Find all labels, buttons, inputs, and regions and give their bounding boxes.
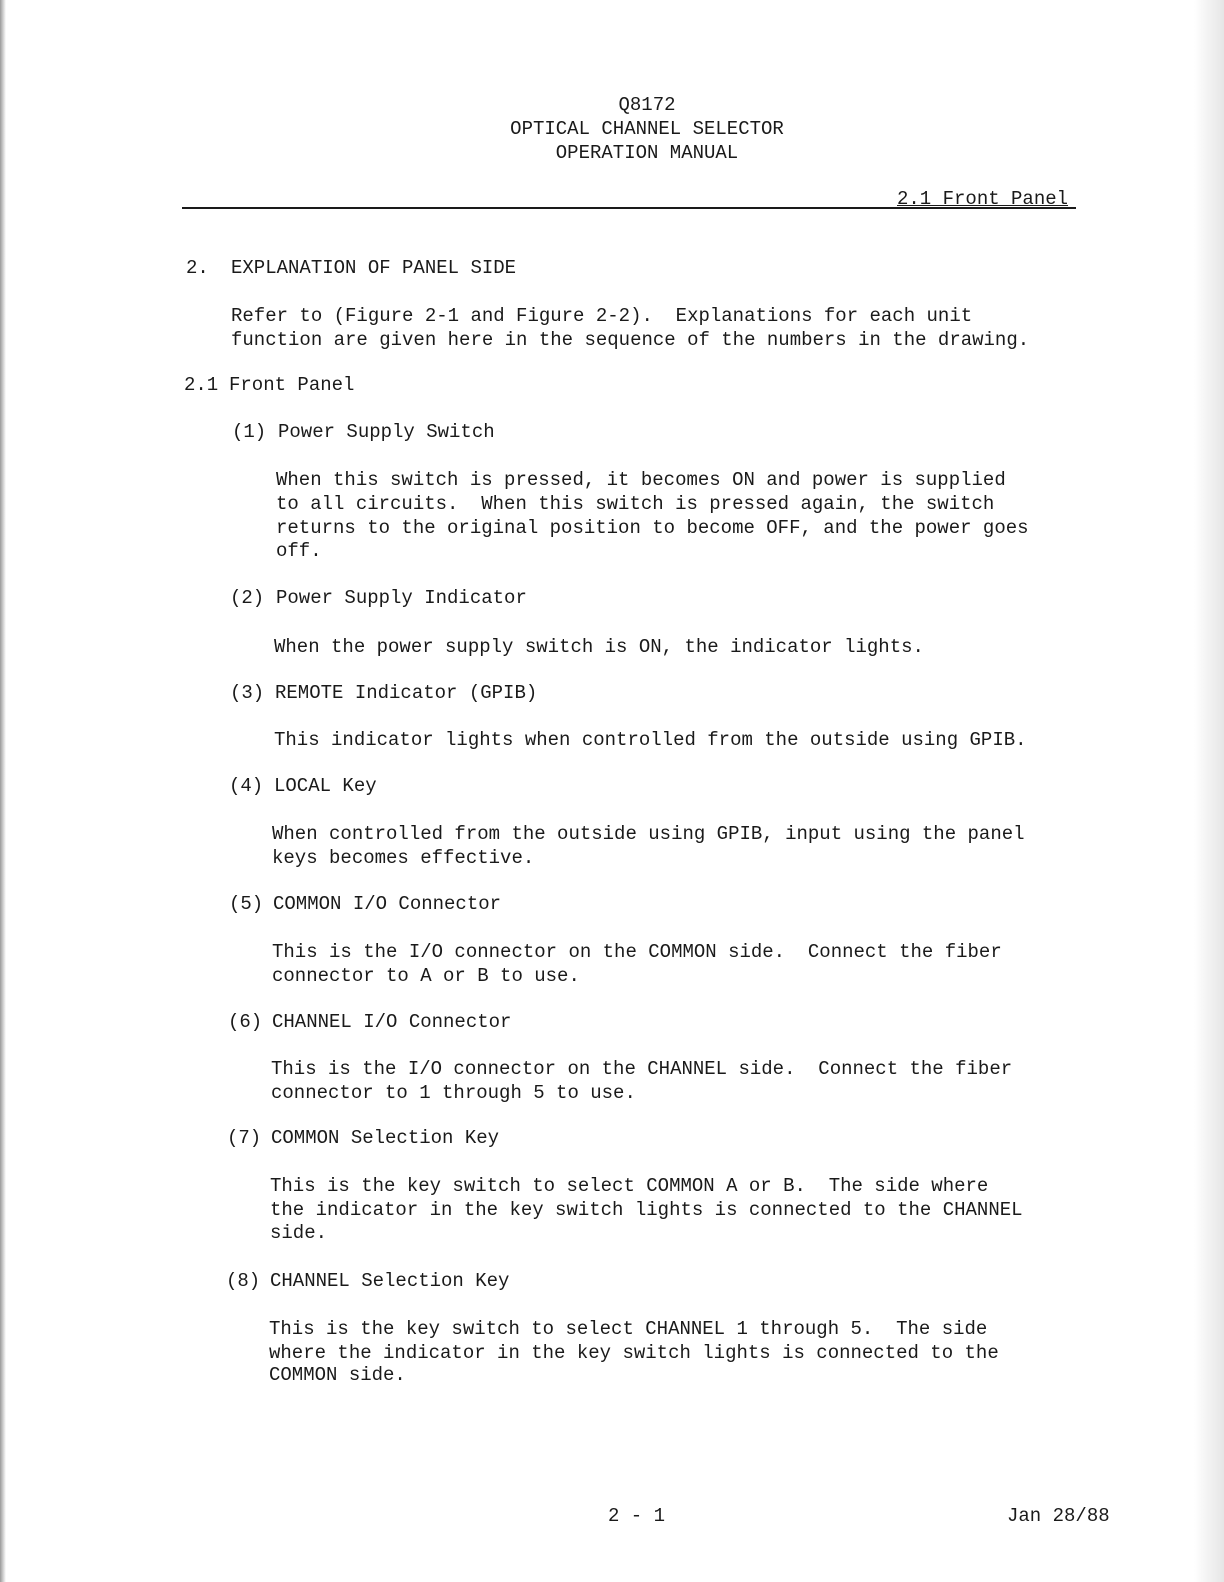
item-7-title: COMMON Selection Key: [271, 1127, 500, 1149]
item-4-title: LOCAL Key: [274, 775, 377, 797]
item-8-title: CHANNEL Selection Key: [270, 1270, 510, 1292]
header-model: Q8172: [618, 94, 676, 116]
item-6-title: CHANNEL I/O Connector: [272, 1011, 512, 1033]
header-section-tag: 2.1 Front Panel: [897, 188, 1069, 210]
item-2-number: (2): [230, 587, 265, 609]
item-5-number: (5): [229, 893, 264, 915]
item-5-title: COMMON I/O Connector: [273, 893, 502, 915]
item-4-line-2: keys becomes effective.: [272, 847, 535, 869]
header-title: OPTICAL CHANNEL SELECTOR: [510, 118, 784, 140]
item-5-line-1: This is the I/O connector on the COMMON side. Connect the fiber: [272, 941, 1002, 963]
item-4-number: (4): [229, 775, 264, 797]
item-2-line-1: When the power supply switch is ON, the indicator lights.: [274, 636, 924, 658]
item-2-title: Power Supply Indicator: [276, 587, 527, 609]
section-title: EXPLANATION OF PANEL SIDE: [231, 257, 517, 279]
item-3-number: (3): [230, 682, 265, 704]
item-8-line-2: where the indicator in the key switch lights is connected to the: [269, 1342, 999, 1364]
section-number: 2.: [186, 257, 209, 279]
item-6-line-2: connector to 1 through 5 to use.: [271, 1082, 636, 1104]
item-1-line-4: off.: [276, 540, 322, 562]
item-1-line-1: When this switch is pressed, it becomes ON and power is supplied: [276, 469, 1006, 491]
intro-line-2: function are given here in the sequence of the numbers in the drawing.: [231, 329, 1030, 351]
item-7-line-2: the indicator in the key switch lights is connected to the CHANNEL: [270, 1199, 1023, 1221]
subsection-number: 2.1: [184, 374, 219, 396]
item-1-line-3: returns to the original position to become OFF, and the power goes: [276, 517, 1029, 539]
item-1-line-2: to all circuits. When this switch is pressed again, the switch: [276, 493, 995, 515]
item-1-number: (1): [232, 421, 267, 443]
page-header: [0, 93, 1224, 165]
item-3-line-1: This indicator lights when controlled from the outside using GPIB.: [274, 729, 1027, 751]
header-subtitle: OPERATION MANUAL: [555, 142, 739, 164]
item-7-line-3: side.: [270, 1222, 328, 1244]
item-8-number: (8): [226, 1270, 261, 1292]
item-1-title: Power Supply Switch: [278, 421, 495, 443]
page-number: 2 - 1: [608, 1505, 666, 1527]
item-7-number: (7): [227, 1127, 262, 1149]
subsection-title: Front Panel: [229, 374, 355, 396]
intro-line-1: Refer to (Figure 2-1 and Figure 2-2). Explanations for each unit: [231, 305, 973, 327]
item-5-line-2: connector to A or B to use.: [272, 965, 580, 987]
item-8-line-3: COMMON side.: [269, 1364, 406, 1386]
scan-edge-left: [0, 0, 6, 1582]
item-6-line-1: This is the I/O connector on the CHANNEL side. Connect the fiber: [271, 1058, 1013, 1080]
header-rule: [182, 207, 1076, 209]
item-8-line-1: This is the key switch to select CHANNEL 1 through 5. The side: [269, 1318, 988, 1340]
revision-date: Jan 28/88: [1007, 1505, 1110, 1527]
item-4-line-1: When controlled from the outside using GPIB, input using the panel: [272, 823, 1025, 845]
item-3-title: REMOTE Indicator (GPIB): [275, 682, 538, 704]
item-6-number: (6): [228, 1011, 263, 1033]
scan-edge-right: [1194, 0, 1224, 1582]
item-7-line-1: This is the key switch to select COMMON A or B. The side where: [270, 1175, 989, 1197]
